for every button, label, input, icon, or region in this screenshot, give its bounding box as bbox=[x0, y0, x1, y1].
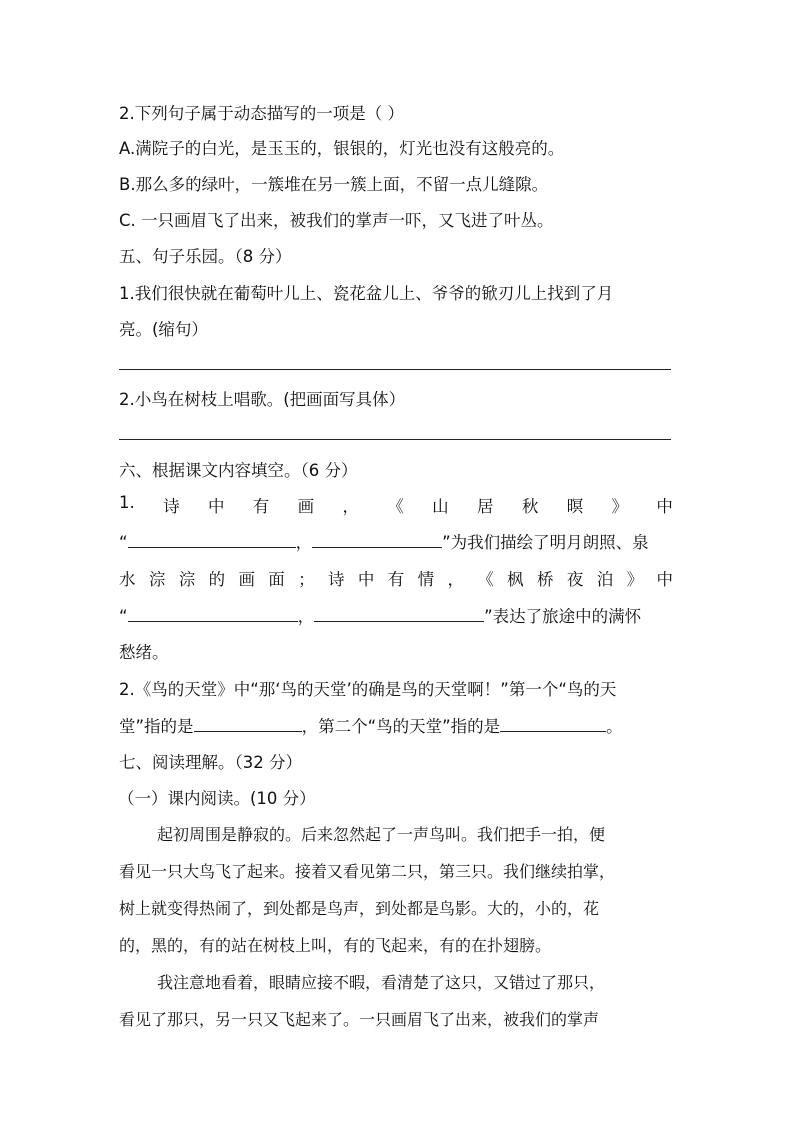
answer-line-2[interactable] bbox=[119, 439, 671, 440]
s5-q1-line2: 亮。(缩句） bbox=[119, 320, 208, 339]
s6-q1-char: 暝 bbox=[566, 497, 584, 516]
passage-p2-line2: 看见了那只，另一只又飞起来了。一只画眉飞了出来，被我们的掌声 bbox=[119, 1010, 600, 1029]
answer-line-1[interactable] bbox=[119, 369, 671, 370]
s6-line3-char: ， bbox=[447, 570, 464, 589]
s6-line3-char: 有 bbox=[387, 570, 405, 589]
s6-line3-char: 枫 bbox=[507, 570, 524, 589]
s6-q1-char: 《 bbox=[387, 497, 404, 516]
s5-q2: 2.小鸟在树枝上唱歌。(把画面写具体） bbox=[119, 390, 406, 409]
s6-line3-char: 《 bbox=[477, 570, 494, 589]
s6-line3-char: 淙 bbox=[148, 570, 166, 589]
option-c: C. 一只画眉飞了出来，被我们的掌声一吓，又飞进了叶丛。 bbox=[119, 211, 554, 230]
s6-q1-char: 中 bbox=[207, 497, 225, 516]
s6-q1-char: 中 bbox=[656, 497, 673, 516]
blank-3[interactable] bbox=[128, 603, 298, 622]
option-a: A.满院子的白光，是玉玉的，银银的，灯光也没有这般亮的。 bbox=[119, 139, 565, 158]
s6-line3-char: 诗 bbox=[328, 570, 345, 589]
open-quote: “ bbox=[119, 533, 128, 552]
blank-5[interactable] bbox=[194, 713, 302, 732]
s6-q1-line4 bbox=[119, 603, 641, 627]
s6-line3-char: ； bbox=[298, 570, 315, 589]
passage-p1-line4: 的，黑的，有的站在树枝上叫，有的飞起来，有的在扑翅膀。 bbox=[119, 936, 552, 955]
q2-part3: 。 bbox=[606, 717, 623, 736]
s6-q1-char: 有 bbox=[252, 497, 270, 516]
s6-q1-char: 画 bbox=[297, 497, 315, 516]
s6-q1-line2 bbox=[119, 529, 649, 553]
subsection-1-title: （一）课内阅读。(10 分） bbox=[118, 789, 316, 808]
section-5-title: 五、句子乐园。（8 分） bbox=[119, 247, 292, 266]
passage-p1-line1: 起初周围是静寂的。后来忽然起了一声鸟叫。我们把手一拍，便 bbox=[157, 825, 606, 844]
s6-line3-char: 》 bbox=[626, 570, 644, 589]
section-6-title: 六、根据课文内容填空。（6 分） bbox=[119, 461, 358, 480]
section-7-title: 七、阅读理解。（32 分） bbox=[119, 753, 302, 772]
s6-q2-line2 bbox=[119, 713, 623, 737]
passage-p2-line1: 我注意地看着，眼睛应接不暇，看清楚了这只，又错过了那只， bbox=[157, 973, 606, 992]
s6-line3-char: 画 bbox=[238, 570, 255, 589]
s6-q1-char: 》 bbox=[611, 497, 629, 516]
line4-tail: ”表达了旅途中的满怀 bbox=[484, 607, 642, 626]
s6-q2-line1: 2.《鸟的天堂》中“那‘鸟的天堂’的确是鸟的天堂啊！”第一个“鸟的天 bbox=[119, 680, 617, 699]
s6-line3-char: 中 bbox=[357, 570, 375, 589]
s6-line3-char: 桥 bbox=[537, 570, 554, 589]
option-b: B.那么多的绿叶，一簇堆在另一簇上面，不留一点儿缝隙。 bbox=[119, 175, 549, 194]
s6-line3-char: 夜 bbox=[566, 570, 584, 589]
s6-line3-char: 泊 bbox=[596, 570, 614, 589]
s6-q1-char: 居 bbox=[477, 497, 494, 516]
s6-q1-line1 bbox=[119, 493, 673, 517]
line2-tail: ”为我们描绘了明月朗照、泉 bbox=[442, 533, 649, 552]
s6-q1-char: ， bbox=[342, 497, 359, 516]
blank-1[interactable] bbox=[128, 529, 296, 548]
s6-q1-char: 1. bbox=[119, 493, 135, 512]
comma: ， bbox=[297, 607, 315, 626]
blank-6[interactable] bbox=[500, 713, 606, 732]
comma: ， bbox=[295, 533, 313, 552]
s6-line3-char: 面 bbox=[268, 570, 285, 589]
blank-2[interactable] bbox=[312, 529, 442, 548]
blank-4[interactable] bbox=[314, 603, 484, 622]
s6-line3-char: 淙 bbox=[178, 570, 196, 589]
s6-q1-char: 山 bbox=[432, 497, 449, 516]
question-2-stem: 2.下列句子属于动态描写的一项是（ ） bbox=[119, 104, 404, 123]
open-quote: “ bbox=[119, 607, 128, 626]
s6-line3-char: 的 bbox=[208, 570, 226, 589]
s6-line3-char: 水 bbox=[119, 570, 136, 589]
s6-q1-line5: 愁绪。 bbox=[119, 643, 169, 662]
passage-p1-line3: 树上就变得热闹了，到处都是鸟声，到处都是鸟影。大的，小的，花 bbox=[119, 899, 600, 918]
s6-line3-char: 情 bbox=[417, 570, 435, 589]
q2-part2: ，第二个“鸟的天堂”指的是 bbox=[301, 717, 501, 736]
s6-line3-char: 中 bbox=[656, 570, 673, 589]
s6-q1-char: 秋 bbox=[521, 497, 539, 516]
q2-part1: 堂”指的是 bbox=[119, 717, 194, 736]
s6-q1-char: 诗 bbox=[163, 497, 180, 516]
s6-q1-line3 bbox=[119, 566, 673, 590]
s5-q1-line1: 1.我们很快就在葡萄叶儿上、瓷花盆儿上、爷爷的锨刃儿上找到了月 bbox=[119, 284, 614, 303]
passage-p1-line2: 看见一只大鸟飞了起来。接着又看见第二只，第三只。我们继续拍掌， bbox=[119, 862, 616, 881]
